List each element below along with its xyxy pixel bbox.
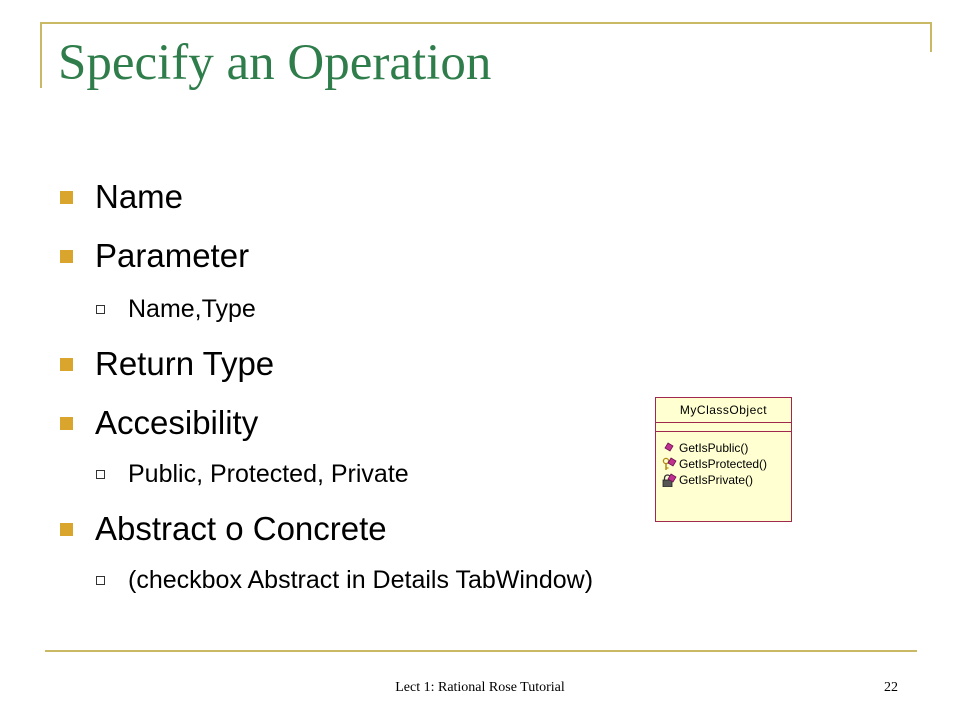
- sub-bullet-text: Name,Type: [128, 295, 256, 323]
- page-number: 22: [884, 680, 898, 695]
- sub-bullet-square-icon: [96, 576, 105, 585]
- sub-bullet-item: [96, 460, 409, 489]
- bullet-text: Name: [95, 178, 184, 215]
- sub-bullet-square-icon: [96, 305, 105, 314]
- protected-operation-icon: [662, 457, 678, 471]
- sub-bullet-square-icon: [96, 470, 105, 479]
- sub-bullet-text: (checkbox Abstract in Details TabWindow): [128, 566, 594, 594]
- bullet-text: Abstract o Concrete: [95, 510, 387, 547]
- uml-separator: [656, 422, 791, 423]
- sub-bullet-text: Public, Protected, Private: [128, 460, 409, 488]
- uml-operation: [662, 473, 753, 487]
- uml-operation: [662, 441, 748, 455]
- frame-bottom-line: [45, 650, 917, 652]
- uml-class-box: [655, 397, 792, 522]
- bullet-text: Parameter: [95, 237, 250, 274]
- bullet-item: [60, 345, 274, 383]
- public-operation-icon: [662, 441, 678, 455]
- bullet-item: [60, 510, 387, 548]
- bullet-square-icon: [60, 523, 73, 536]
- bullet-item: [60, 404, 258, 442]
- frame-left-line: [40, 22, 42, 88]
- uml-separator: [656, 431, 791, 432]
- uml-operation-label: GetIsPublic(): [679, 441, 749, 455]
- uml-operation-label: GetIsProtected(): [679, 457, 768, 471]
- uml-operation: [662, 457, 767, 471]
- slide-footer: Lect 1: Rational Rose Tutorial: [395, 680, 565, 695]
- bullet-item: [60, 178, 183, 216]
- sub-bullet-item: [96, 566, 593, 595]
- sub-bullet-item: [96, 295, 256, 324]
- bullet-square-icon: [60, 191, 73, 204]
- bullet-square-icon: [60, 250, 73, 263]
- bullet-square-icon: [60, 417, 73, 430]
- frame-right-line: [930, 22, 932, 52]
- slide-title: Specify an Operation: [58, 35, 492, 91]
- bullet-square-icon: [60, 358, 73, 371]
- uml-class-name: MyClassObject: [679, 403, 768, 417]
- uml-operation-label: GetIsPrivate(): [679, 473, 754, 487]
- private-operation-icon: [662, 473, 678, 487]
- bullet-text: Accesibility: [95, 404, 259, 441]
- bullet-item: [60, 237, 249, 275]
- frame-top-line: [40, 22, 932, 24]
- bullet-text: Return Type: [95, 345, 275, 382]
